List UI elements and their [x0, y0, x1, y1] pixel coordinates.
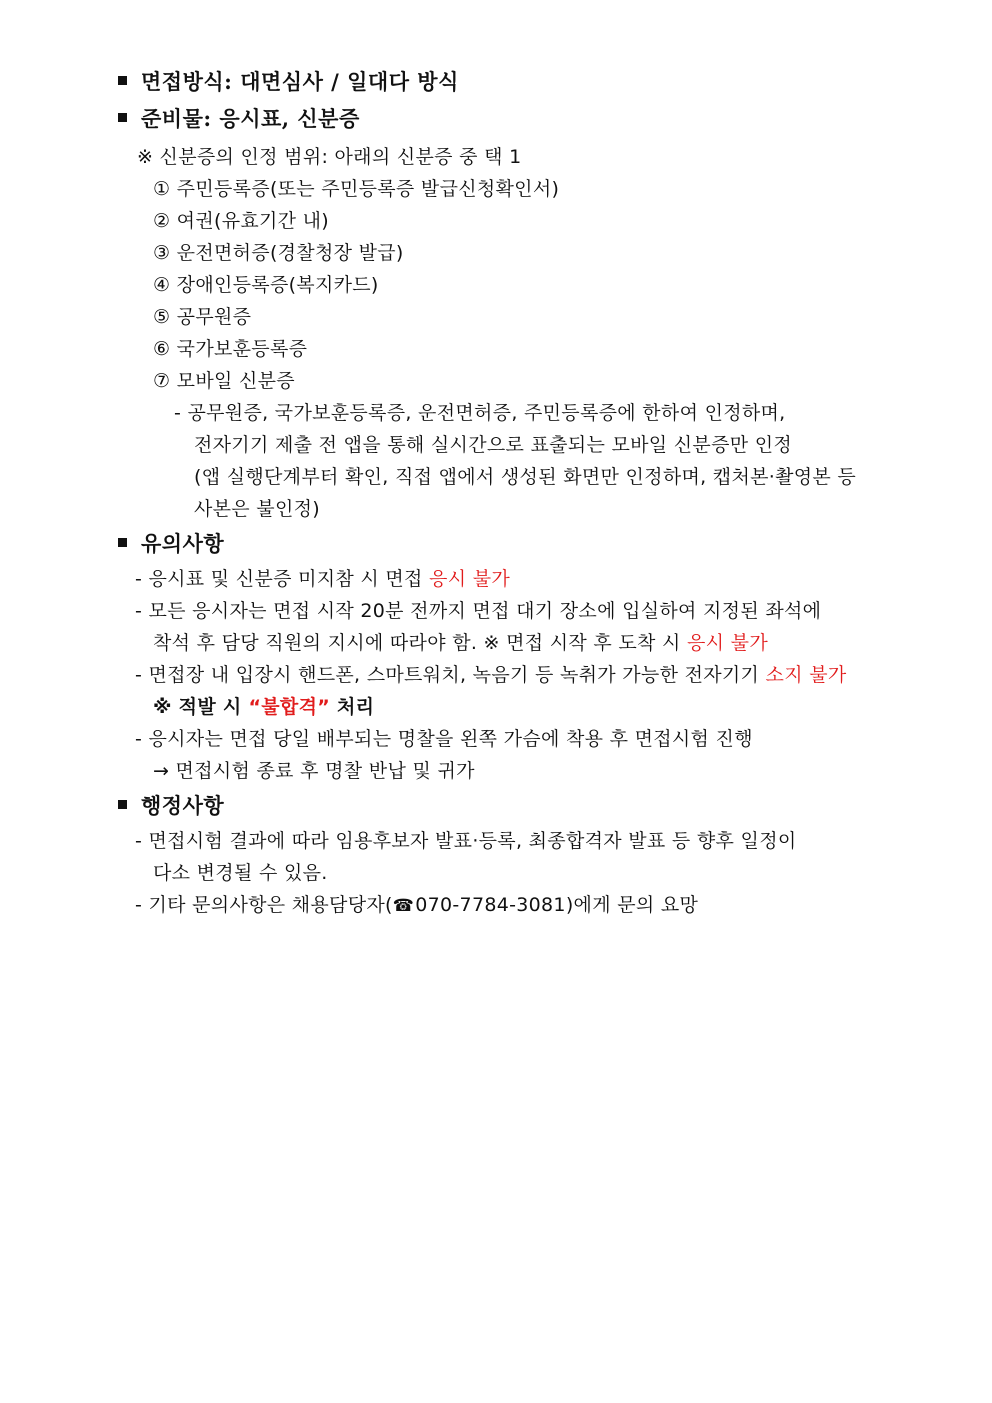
admin-item-continuation: 다소 변경될 수 있음. — [153, 862, 328, 884]
admin-item: - 면접시험 결과에 따라 임용후보자 발표·등록, 최종합격자 발표 등 향후 일정이 — [135, 830, 797, 852]
id-item: ① 주민등록증(또는 주민등록증 발급신청확인서) — [153, 178, 560, 200]
admin-item: - 기타 문의사항은 채용담당자(☎070-7784-3081)에게 문의 요망 — [135, 894, 699, 916]
notice-item: - 응시표 및 신분증 미지참 시 면접 응시 불가 — [135, 568, 511, 590]
section-heading-notes: 유의사항 — [118, 531, 224, 557]
square-bullet-icon — [118, 800, 127, 809]
mobile-id-note-line: 전자기기 제출 전 앱을 통해 실시간으로 표출되는 모바일 신분증만 인정 — [194, 434, 793, 456]
square-bullet-icon — [118, 113, 127, 122]
mobile-id-note-line: (앱 실행단계부터 확인, 직접 앱에서 생성된 화면만 인정하며, 캡처본·촬영본 등 — [194, 466, 857, 488]
notice-item: - 면접장 내 입장시 핸드폰, 스마트워치, 녹음기 등 녹취가 가능한 전자기기 소지 불가 — [135, 664, 847, 686]
id-item: ⑤ 공무원증 — [153, 306, 252, 328]
section-heading-materials: 준비물: 응시표, 신분증 — [118, 106, 360, 132]
id-item: ④ 장애인등록증(복지카드) — [153, 274, 379, 296]
emphasis-text: 소지 불가 — [765, 664, 847, 686]
section-heading-interview-method: 면접방식: 대면심사 / 일대다 방식 — [118, 69, 459, 95]
notice-item: - 모든 응시자는 면접 시작 20분 전까지 면접 대기 장소에 입실하여 지정된 좌석에 — [135, 600, 822, 622]
notice-item: - 응시자는 면접 당일 배부되는 명찰을 왼쪽 가슴에 착용 후 면접시험 진행 — [135, 728, 753, 750]
notice-item-continuation: → 면접시험 종료 후 명찰 반납 및 귀가 — [153, 760, 475, 782]
id-item: ② 여권(유효기간 내) — [153, 210, 330, 232]
id-item: ③ 운전면허증(경찰청장 발급) — [153, 242, 404, 264]
mobile-id-note-line: - 공무원증, 국가보훈등록증, 운전면허증, 주민등록증에 한하여 인정하며, — [174, 402, 786, 424]
square-bullet-icon — [118, 76, 127, 85]
square-bullet-icon — [118, 538, 127, 547]
section-heading-admin: 행정사항 — [118, 793, 224, 819]
emphasis-text: 응시 불가 — [687, 632, 768, 654]
emphasis-text: “불합격” — [248, 696, 331, 718]
phone-number: 070-7784-3081 — [415, 894, 566, 916]
emphasis-text: 응시 불가 — [429, 568, 511, 590]
id-item: ⑦ 모바일 신분증 — [153, 370, 295, 392]
id-item: ⑥ 국가보훈등록증 — [153, 338, 308, 360]
notice-item-continuation: 착석 후 담당 직원의 지시에 따라야 함. ※ 면접 시작 후 도착 시 응시 불가 — [153, 632, 768, 654]
id-scope-note: ※ 신분증의 인정 범위: 아래의 신분증 중 택 1 — [137, 146, 522, 168]
phone-icon: ☎ — [392, 896, 415, 916]
violation-warning: ※ 적발 시 “불합격” 처리 — [153, 696, 375, 718]
mobile-id-note-line: 사본은 불인정) — [194, 498, 320, 520]
